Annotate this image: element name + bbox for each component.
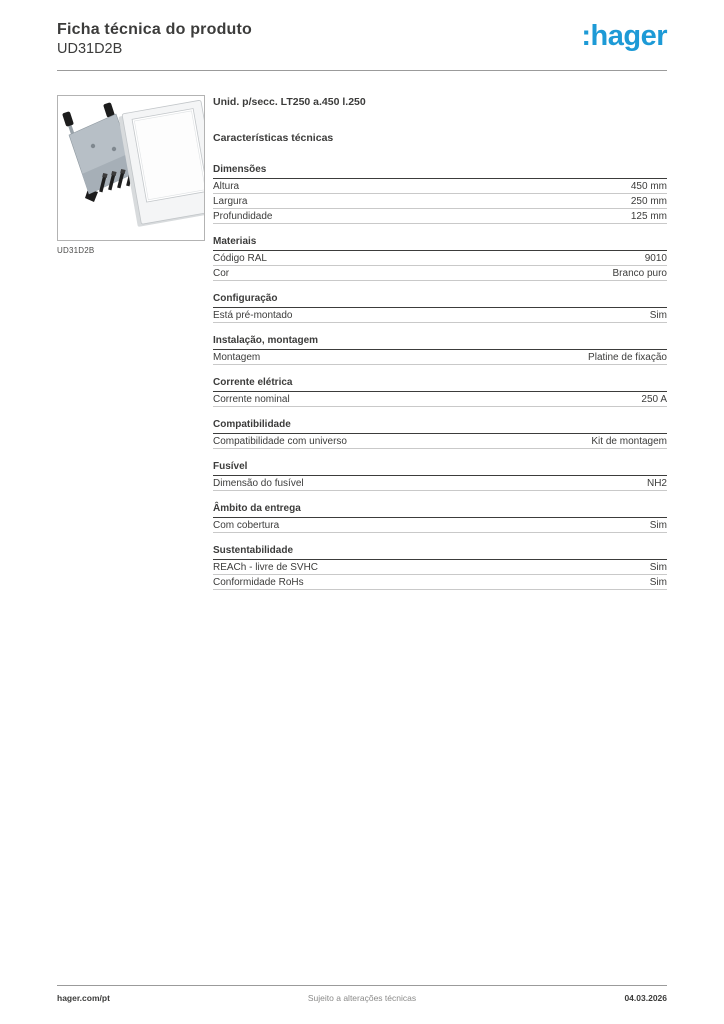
footer-divider [57,985,667,986]
product-image-caption: UD31D2B [57,246,95,255]
spec-label: REACh - livre de SVHC [213,561,319,573]
product-name: Unid. p/secc. LT250 a.450 l.250 [213,96,366,108]
spec-row [213,251,667,266]
section-title: Sustentabilidade [213,545,667,560]
spec-row [213,209,667,224]
product-image-column [57,95,205,255]
spec-label: Conformidade RoHs [213,576,304,588]
section-title: Corrente elétrica [213,377,667,392]
spec-value: Branco puro [612,267,667,279]
spec-section [213,545,667,590]
spec-value: Sim [649,561,667,573]
spec-value: Sim [649,576,667,588]
spec-label: Altura [213,180,240,192]
hager-logo: :hager [581,20,667,52]
spec-label: Montagem [213,351,261,363]
section-title: Fusível [213,461,667,476]
spec-row [213,518,667,533]
spec-row [213,575,667,590]
page-title: Ficha técnica do produto [57,21,253,38]
spec-section [213,419,667,449]
spec-label: Profundidade [213,210,273,222]
spec-value: Sim [649,309,667,321]
spec-value: 250 A [641,393,667,405]
section-title: Dimensões [213,164,667,179]
spec-row [213,560,667,575]
spec-section [213,335,667,365]
spec-value: 9010 [644,252,667,264]
product-code: UD31D2B [57,41,123,58]
spec-row [213,266,667,281]
spec-column [213,95,667,602]
footer-disclaimer: Sujeito a alterações técnicas [307,993,417,1003]
spec-label: Código RAL [213,252,267,264]
spec-section [213,377,667,407]
spec-label: Largura [213,195,248,207]
spec-row [213,179,667,194]
section-title: Compatibilidade [213,419,667,434]
footer-date: 04.03.2026 [624,993,667,1003]
spec-label: Compatibilidade com universo [213,435,347,447]
spec-value: Sim [649,519,667,531]
cover-frame [118,100,204,227]
spec-label: Cor [213,267,230,279]
spec-label: Está pré-montado [213,309,293,321]
product-illustration [58,96,204,240]
header-divider [57,70,667,71]
spec-heading: Características técnicas [213,132,334,144]
spec-sections [213,164,667,590]
section-title: Materiais [213,236,667,251]
footer-website: hager.com/pt [57,993,110,1003]
spec-row [213,392,667,407]
spec-row [213,194,667,209]
spec-row [213,434,667,449]
spec-value: Kit de montagem [591,435,667,447]
spec-value: 250 mm [630,195,667,207]
spec-value: Platine de fixação [588,351,667,363]
spec-value: 125 mm [630,210,667,222]
spec-section [213,503,667,533]
section-title: Âmbito da entrega [213,503,667,518]
spec-label: Corrente nominal [213,393,290,405]
spec-value: NH2 [646,477,667,489]
spec-section [213,236,667,281]
spec-row [213,308,667,323]
spec-section [213,164,667,224]
section-title: Instalação, montagem [213,335,667,350]
section-title: Configuração [213,293,667,308]
spec-section [213,293,667,323]
spec-value: 450 mm [630,180,667,192]
spec-section [213,461,667,491]
spec-row [213,476,667,491]
spec-label: Com cobertura [213,519,280,531]
spec-label: Dimensão do fusível [213,477,304,489]
product-image [57,95,205,241]
spec-row [213,350,667,365]
header [57,20,667,57]
